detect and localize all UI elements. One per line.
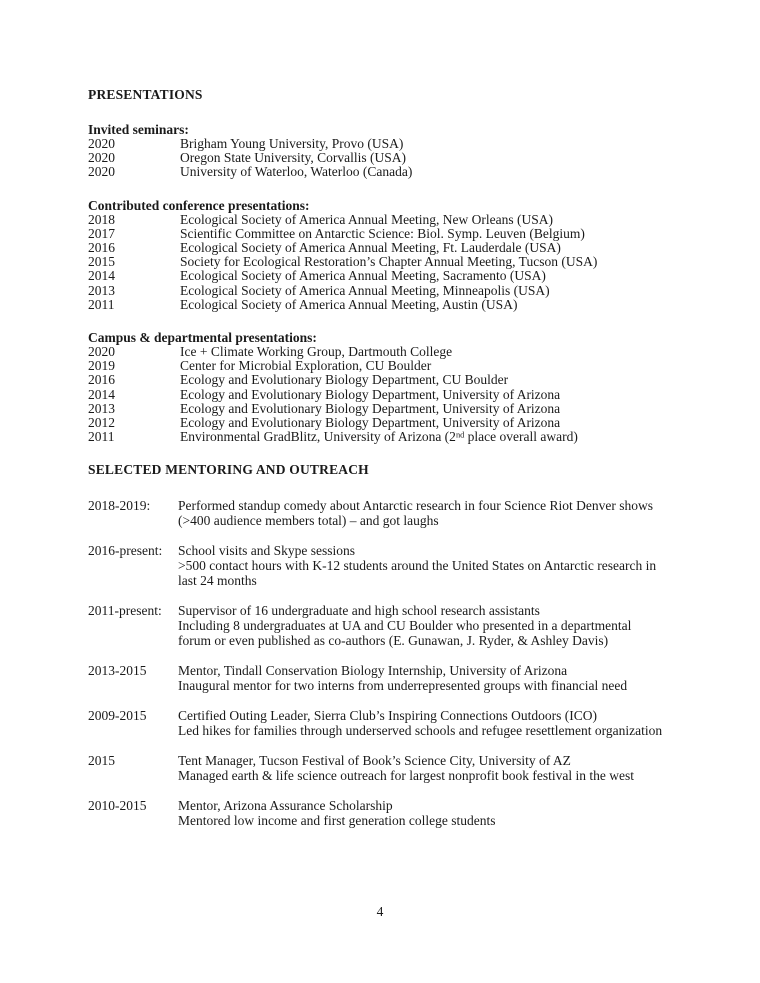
presentation-year: 2016 [88, 372, 115, 388]
presentation-year: 2013 [88, 282, 115, 298]
presentation-row [88, 345, 605, 359]
mentoring-description [178, 498, 653, 528]
presentation-year: 2020 [88, 344, 115, 360]
presentation-description: Ecological Society of America Annual Meeting, Austin (USA) [180, 296, 518, 312]
presentation-row [88, 298, 605, 312]
mentoring-entry [88, 543, 657, 589]
mentoring-entry [88, 603, 632, 649]
spacer [88, 180, 605, 199]
presentation-description [180, 430, 605, 444]
mentoring-description [178, 708, 662, 738]
presentation-row [88, 284, 605, 298]
presentation-year: 2014 [88, 268, 115, 284]
presentation-year: 2019 [88, 358, 115, 374]
presentation-row [88, 213, 605, 227]
presentation-description: Ecology and Evolutionary Biology Department, University of Arizona [180, 386, 561, 402]
presentation-description: Ecology and Evolutionary Biology Department, University of Arizona [180, 400, 561, 416]
mentoring-line: Supervisor of 16 undergraduate and high school research assistants [178, 603, 540, 619]
presentation-year: 2013 [88, 400, 115, 416]
presentation-row [88, 255, 605, 269]
mentoring-entry [88, 498, 653, 529]
mentoring-description [178, 753, 634, 783]
mentoring-date: 2015 [88, 753, 115, 769]
mentoring-entry [88, 753, 634, 784]
presentation-row [88, 402, 605, 416]
presentation-row [88, 373, 605, 387]
mentoring-line: Including 8 undergraduates at UA and CU Boulder who presented in a departmental [178, 618, 632, 634]
mentoring-line: Led hikes for families through underserved schools and refugee resettlement organization [178, 723, 663, 739]
presentation-year: 2020 [88, 150, 115, 166]
mentoring-description [178, 603, 631, 648]
group-invited-seminars [88, 123, 605, 180]
mentoring-date: 2011-present: [88, 603, 162, 619]
presentation-year: 2011 [88, 296, 115, 312]
presentation-row [88, 359, 605, 373]
mentoring-date: 2010-2015 [88, 798, 147, 814]
presentation-year: 2018 [88, 211, 115, 227]
presentation-description: Ecological Society of America Annual Meeting, Ft. Lauderdale (USA) [180, 240, 561, 256]
presentation-description: Scientific Committee on Antarctic Science: Biol. Symp. Leuven (Belgium) [180, 225, 585, 241]
presentation-row [88, 430, 605, 444]
presentation-year: 2020 [88, 136, 115, 151]
mentoring-date: 2016-present: [88, 543, 163, 559]
mentoring-line: Performed standup comedy about Antarctic research in four Science Riot Denver shows [178, 498, 653, 514]
presentation-year: 2016 [88, 240, 115, 256]
presentation-row [88, 388, 605, 402]
subheading-invited-seminars: Invited seminars: [88, 122, 189, 137]
spacer [88, 312, 605, 331]
mentoring-line: Inaugural mentor for two interns from underrepresented groups with financial need [178, 678, 628, 694]
presentation-description: Ecological Society of America Annual Meeting, New Orleans (USA) [180, 211, 554, 227]
mentoring-line: Mentored low income and first generation college students [178, 813, 496, 829]
presentation-year: 2020 [88, 164, 115, 180]
presentation-description: Oregon State University, Corvallis (USA) [180, 150, 406, 166]
presentation-description: University of Waterloo, Waterloo (Canada) [180, 164, 413, 180]
section-heading-presentations: PRESENTATIONS [88, 87, 203, 102]
presentation-description: Center for Microbial Exploration, CU Boulder [180, 358, 432, 374]
award-ordinal-superscript: nd [455, 430, 465, 440]
presentation-row [88, 241, 605, 255]
group-contributed-conference-presentations [88, 199, 605, 312]
section-heading-selected-mentoring-and-outreach: SELECTED MENTORING AND OUTREACH [88, 462, 369, 478]
mentoring-line: School visits and Skype sessions [178, 543, 356, 559]
mentoring-line: last 24 months [178, 573, 257, 589]
presentation-description: Ecological Society of America Annual Meeting, Sacramento (USA) [180, 268, 546, 284]
award-text-prefix: Environmental GradBlitz, University of Arizona (2 [180, 429, 456, 445]
spacer [88, 477, 605, 498]
mentoring-entry [88, 663, 628, 694]
section-selected-mentoring-and-outreach [88, 462, 663, 829]
presentation-row [88, 416, 605, 430]
mentoring-line: Mentor, Arizona Assurance Scholarship [178, 798, 393, 814]
subheading-campus-departmental-presentations: Campus & departmental presentations: [88, 330, 317, 346]
mentoring-description [178, 798, 605, 828]
subheading-contributed-conference-presentations: Contributed conference presentations: [88, 197, 310, 213]
presentation-row [88, 269, 605, 283]
mentoring-date: 2009-2015 [88, 708, 147, 724]
mentoring-description [178, 543, 656, 588]
award-text-suffix: place overall award) [464, 429, 578, 445]
presentation-row [88, 151, 605, 165]
group-campus-departmental-presentations [88, 331, 605, 444]
mentoring-entry [88, 798, 605, 828]
spacer [88, 444, 605, 463]
mentoring-description [178, 663, 627, 693]
presentation-description: Brigham Young University, Provo (USA) [180, 136, 404, 151]
presentation-year: 2012 [88, 415, 115, 431]
mentoring-line: forum or even published as co-authors (E. Gunawan, J. Ryder, & Ashley Davis) [178, 633, 609, 649]
presentation-row [88, 165, 605, 179]
section-presentations [88, 88, 605, 444]
presentation-row [88, 137, 605, 151]
mentoring-entry [88, 708, 663, 739]
mentoring-date: 2018-2019: [88, 498, 151, 514]
presentation-row [88, 227, 605, 241]
presentation-description: Ice + Climate Working Group, Dartmouth College [180, 344, 453, 360]
presentation-description: Society for Ecological Restoration’s Chapter Annual Meeting, Tucson (USA) [180, 254, 598, 270]
spacer [88, 102, 605, 123]
presentation-year: 2017 [88, 225, 115, 241]
presentation-year: 2015 [88, 254, 115, 270]
mentoring-line: Mentor, Tindall Conservation Biology Internship, University of Arizona [178, 663, 568, 679]
presentation-description: Ecology and Evolutionary Biology Department, CU Boulder [180, 372, 509, 388]
presentation-year: 2011 [88, 429, 115, 445]
page-number: 4 [376, 904, 384, 919]
presentation-description: Ecology and Evolutionary Biology Department, University of Arizona [180, 415, 561, 431]
mentoring-line: Certified Outing Leader, Sierra Club’s Inspiring Connections Outdoors (ICO) [178, 708, 598, 724]
mentoring-line: Tent Manager, Tucson Festival of Book’s Science City, University of AZ [178, 753, 571, 769]
mentoring-date: 2013-2015 [88, 663, 147, 679]
mentoring-line: (>400 audience members total) – and got laughs [178, 513, 439, 529]
presentation-description: Ecological Society of America Annual Meeting, Minneapolis (USA) [180, 282, 550, 298]
presentation-year: 2014 [88, 386, 115, 402]
mentoring-line: >500 contact hours with K-12 students around the United States on Antarctic research in [178, 558, 657, 574]
mentoring-line: Managed earth & life science outreach for largest nonprofit book festival in the west [178, 768, 634, 784]
